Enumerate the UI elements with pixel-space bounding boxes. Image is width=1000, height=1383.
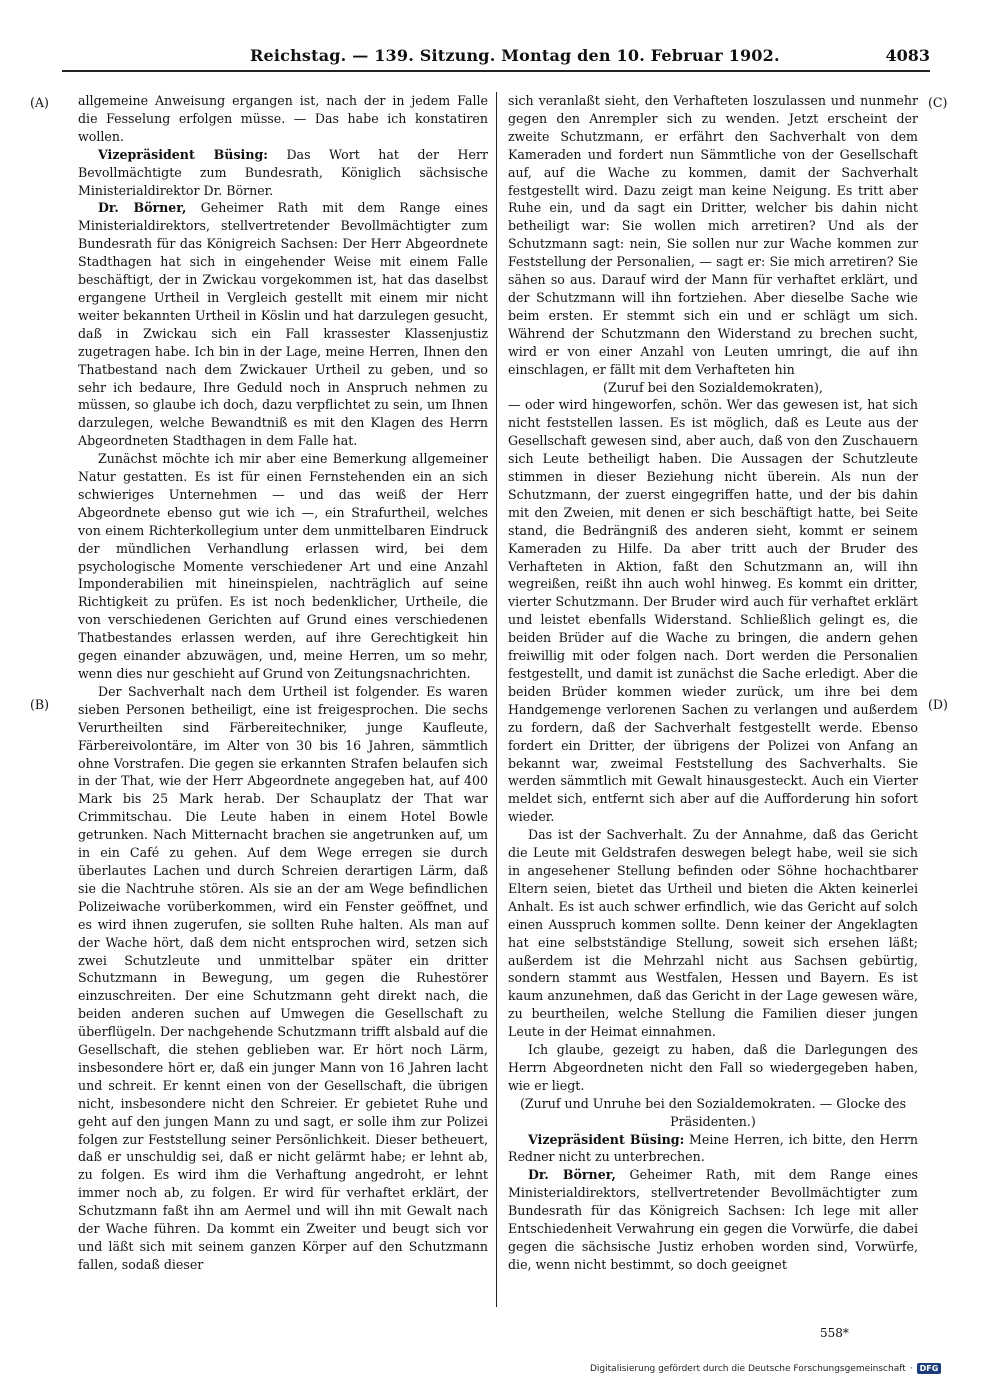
margin-marker-a: (A) — [30, 95, 49, 110]
sheet-signature: 558* — [820, 1326, 849, 1340]
page-title: Reichstag. — 139. Sitzung. Montag den 10. Februar 1902. — [250, 46, 780, 65]
paragraph: — oder wird hingeworfen, schön. Wer das gewesen ist, hat sich nicht feststellen lassen. Es ist möglich, daß es Leute aus der Gesellschaft gewesen sind, aber auch, daß von den Zuschauern sich Leute betheiligt haben. Die Aussagen der Schutzleute stimmen in dieser Beziehung nicht überein. Als nun der Schutzmann, der zuerst eingegriffen hatte, und der bis dahin mit den Zweien, mit denen er sich beschäftigt hatte, bei Seite stand, die Bedrängniß des anderen sieht, kommt er seinem Kameraden zu Hilfe. Da aber tritt auch der Bruder des Verhafteten in Aktion, faßt den Schutzmann an, will ihn wegreißen, reißt ihn auch wohl hinweg. Es kommt ein dritter, vierter Schutzmann. Der Bruder wird auch für verhaftet erklärt und leistet ebenfalls Widerstand. Schließlich gelingt es, die beiden Brüder auf die Wache zu bringen, die andern gehen freiwillig mit oder folgen nach. Dort werden die Personalien festgestellt, und damit ist zunächst die Sache erledigt. Aber die beiden Brüder kommen wieder zurück, um ihre bei dem Handgemenge verlorenen Sachen zu verlangen und außerdem zu fordern, daß der Sachverhalt festgestellt werde. Ebenso fordert ein Dritter, der übrigens der Polizei von Anfang an bekannt war, zweimal Feststellung des Sachverhalts. Sie werden sämmtlich mit Gewalt hinausgesteckt. Auch ein Vierter meldet sich, entfernt sich aber auf die Aufforderung hin sofort wieder. — [508, 397, 918, 825]
speaker-name: Dr. Börner, — [98, 200, 187, 216]
speaker-name: Dr. Börner, — [528, 1167, 616, 1183]
speech-text: Geheimer Rath mit dem Range eines Ministerialdirektors, stellvertretender Bevollmächtigter zum Bundesrath für das Königreich Sachsen: Der Herr Abgeordnete Stadthagen hat sich in eingehender Weise mit einem Falle beschäftigt, der in Zwickau vorgekommen ist, hat das daselbst ergangene Urtheil in Vergleich gestellt mit einem mir nicht weiter bekannten Urtheil in Köslin und hat darzulegen gesucht, daß in Zwickau sich ein Fall krassester Klassenjustiz zugetragen habe. Ich bin in der Lage, meine Herren, Ihnen den Thatbestand nach dem Zwickauer Urtheil zu geben, und so sehr ich bedaure, Ihre Geduld noch in Anspruch nehmen zu müssen, so glaube ich doch, dazu verpflichtet zu sein, um Ihnen darzulegen, welche Bewandtniß es mit den Klagen des Herrn Abgeordneten Stadthagen in dem Falle hat. — [78, 200, 488, 449]
paragraph: allgemeine Anweisung ergangen ist, nach der in jedem Falle die Fesselung erfolgen müsse. — Das habe ich konstatiren wollen. — [78, 93, 488, 144]
paragraph: Das ist der Sachverhalt. Zu der Annahme, daß das Gericht die Leute mit Geldstrafen deswegen belegt habe, weil sie sich in angesehener Stellung befinden oder Söhne hochachtbarer Eltern seien, bietet das Urtheil und bieten die Akten keinerlei Anhalt. Es ist auch schwer erfindlich, wie das Gericht auf solch einen Ausspruch kommen sollte. Denn keiner der Angeklagten hat eine selbstständige Stellung, soweit sich ersehen läßt; außerdem ist die Mehrzahl nicht aus Sachsen gebürtig, sondern stammt aus Westfalen, Hessen und Bayern. Es ist kaum anzunehmen, daß das Gericht in der Lage gewesen wäre, zu beurtheilen, welche Stellung die Familien dieser jungen Leute in der Heimat einnahmen. — [508, 827, 918, 1040]
page-header — [250, 44, 930, 70]
margin-marker-b: (B) — [30, 697, 50, 712]
paragraph: Zunächst möchte ich mir aber eine Bemerkung allgemeiner Natur gestatten. Es ist für einen Fernstehenden ein an sich schwieriges Unternehmen — und das weiß der Herr Abgeordnete ebenso gut wie ich —, ein Strafurtheil, welches von einem Richterkollegium unter dem unmittelbaren Eindruck der mündlichen Verhandlung erlassen wird, bei dem psychologische Momente verschiedener Art und eine Anzahl Imponderabilien mit hineinspielen, nachträglich auf seine Richtigkeit zu prüfen. Es ist noch bedenklicher, Urtheile, die von verschiedenen Gerichten auf Grund eines verschiedenen Thatbestandes erlassen werden, auf ihre Gerechtigkeit hin gegen einander abzuwägen, und, meine Herren, um so mehr, wenn dies nur geschieht auf Grund von Zeitungsnachrichten. — [78, 451, 488, 681]
speaker-paragraph — [78, 199, 488, 450]
margin-marker-d: (D) — [928, 697, 948, 712]
speaker-paragraph — [508, 1166, 918, 1273]
digitization-footer — [590, 1363, 990, 1374]
interjection: (Zuruf bei den Sozialdemokraten), — [603, 379, 823, 395]
speaker-paragraph — [508, 1131, 918, 1167]
dfg-logo: DFG — [917, 1363, 942, 1374]
paragraph: sich veranlaßt sieht, den Verhafteten loszulassen und nunmehr gegen den Anrempler sich zu wenden. Jetzt erscheint der zweite Schutzmann, er erfährt den Sachverhalt von dem Kameraden und fordert nun Sämmtliche von der Gesellschaft auf, auf die Wache zu kommen, damit der Sachverhalt festgestellt wird. Dazu zeigt man keine Neigung. Es tritt aber Ruhe ein, und da sagt ein Dritter, welcher bis dahin nicht betheiligt war: Sie wollen mich arretiren? Und als der Schutzmann sagt: nein, Sie sollen nur zur Wache kommen zur Feststellung der Personalien, — sagt er: Sie mich arretiren? Sie sähen so aus. Darauf wird der Mann für verhaftet erklärt, und der Schutzmann will ihn fortziehen. Aber dieselbe Sache wie beim ersten. Er stemmt sich ein und er schlägt um sich. Während der Schutzmann den Widerstand zu brechen sucht, wird er von einer Anzahl von Leuten umringt, die auf ihn einschlagen, er fällt mit dem Verhafteten hin — [508, 93, 918, 377]
column-divider — [496, 92, 497, 1307]
page-number: 4083 — [885, 46, 930, 65]
speech-text: Meine Herren, ich bitte, den Herrn Redner nicht zu unterbrechen. — [508, 1131, 919, 1165]
footer-text: Digitalisierung gefördert durch die Deutsche Forschungsgemeinschaft — [590, 1363, 906, 1374]
interjection: (Zuruf und Unruhe bei den Sozialdemokraten. — Glocke des Präsidenten.) — [519, 1095, 907, 1129]
paragraph: Ich glaube, gezeigt zu haben, daß die Darlegungen des Herrn Abgeordneten nicht den Fall so wiedergegeben haben, wie er liegt. — [508, 1042, 918, 1093]
left-column — [78, 92, 488, 1274]
speech-text: Geheimer Rath, mit dem Range eines Ministerialdirektors, stellvertretender Bevollmächtigter zum Bundesrath für das Königreich Sachsen: Ich lege mit aller Entschiedenheit Verwahrung ein gegen die Vorwürfe, die dabei gegen die sächsische Justiz erhoben worden sind, Vorwürfe, die, wenn nicht bestimmt, so doch geeignet — [508, 1167, 918, 1272]
speaker-name: Vizepräsident Büsing: — [98, 146, 268, 162]
right-column — [508, 92, 918, 1274]
margin-marker-c: (C) — [928, 95, 948, 110]
paragraph: Der Sachverhalt nach dem Urtheil ist folgender. Es waren sieben Personen betheiligt, eine ist freigesprochen. Die sechs Verurtheilten sind Färbereitechniker, junge Kaufleute, Färbereivolontäre, im Alter von 30 bis 16 Jahren, sämmtlich ohne Vorstrafen. Die gegen sie erkannten Strafen belaufen sich in der That, wie der Herr Abgeordnete angegeben hat, auf 400 Mark bis 25 Mark herab. Der Schauplatz der That war Crimmitschau. Die Leute haben in einem Hotel Bowle getrunken. Nach Mitternacht brachen sie angetrunken auf, um in ein Café zu gehen. Auf dem Wege erregen sie durch überlautes Lachen und durch Schreien derartigen Lärm, daß sie die Nachtruhe stören. Als sie an der am Wege befindlichen Polizeiwache vorüberkommen, wird ein Fenster geöffnet, und es wird ihnen zugerufen, sie sollten Ruhe halten. Als man auf der Wache hört, daß dem nicht entsprochen wird, setzen sich zwei Schutzleute und unmittelbar später ein dritter Schutzmann in Bewegung, um gegen die Ruhestörer einzuschreiten. Der eine Schutzmann geht direkt nach, die beiden anderen suchen auf Umwegen die Gesellschaft zu überflügeln. Der nachgehende Schutzmann trifft alsbald auf die Gesellschaft, die stehen geblieben war. Er hört noch Lärm, insbesondere hört er, daß ein junger Mann von 16 Jahren lacht und schreit. Er kennt einen von der Gesellschaft, die übrigen nicht, insbesondere nicht den Schreier. Er gebietet Ruhe und geht auf den jungen Mann zu und sagt, er solle ihm zur Polizei folgen zur Feststellung seiner Persönlichkeit. Dieser betheuert, daß er unschuldig sei, daß er nicht gelärmt habe; er lehnt ab, zu folgen. Es wird ihm die Verhaftung angedroht, er lehnt immer noch ab, zu folgen. Er wird für verhaftet erklärt, der Schutzmann faßt ihn am Aermel und will ihn mit Gewalt nach der Wache führen. Da kommt ein Zweiter und beugt sich vor und läßt sich mit seinem ganzen Körper auf den Schutzmann fallen, sodaß dieser — [78, 683, 488, 1272]
footer-separator: · — [909, 1363, 913, 1374]
speech-text: Das Wort hat der Herr Bevollmächtigte zum Bundesrath, Königlich sächsische Ministerialdirektor Dr. Börner. — [78, 146, 489, 198]
header-rule — [62, 70, 930, 72]
speaker-name: Vizepräsident Büsing: — [528, 1131, 685, 1147]
speaker-paragraph — [78, 146, 488, 200]
